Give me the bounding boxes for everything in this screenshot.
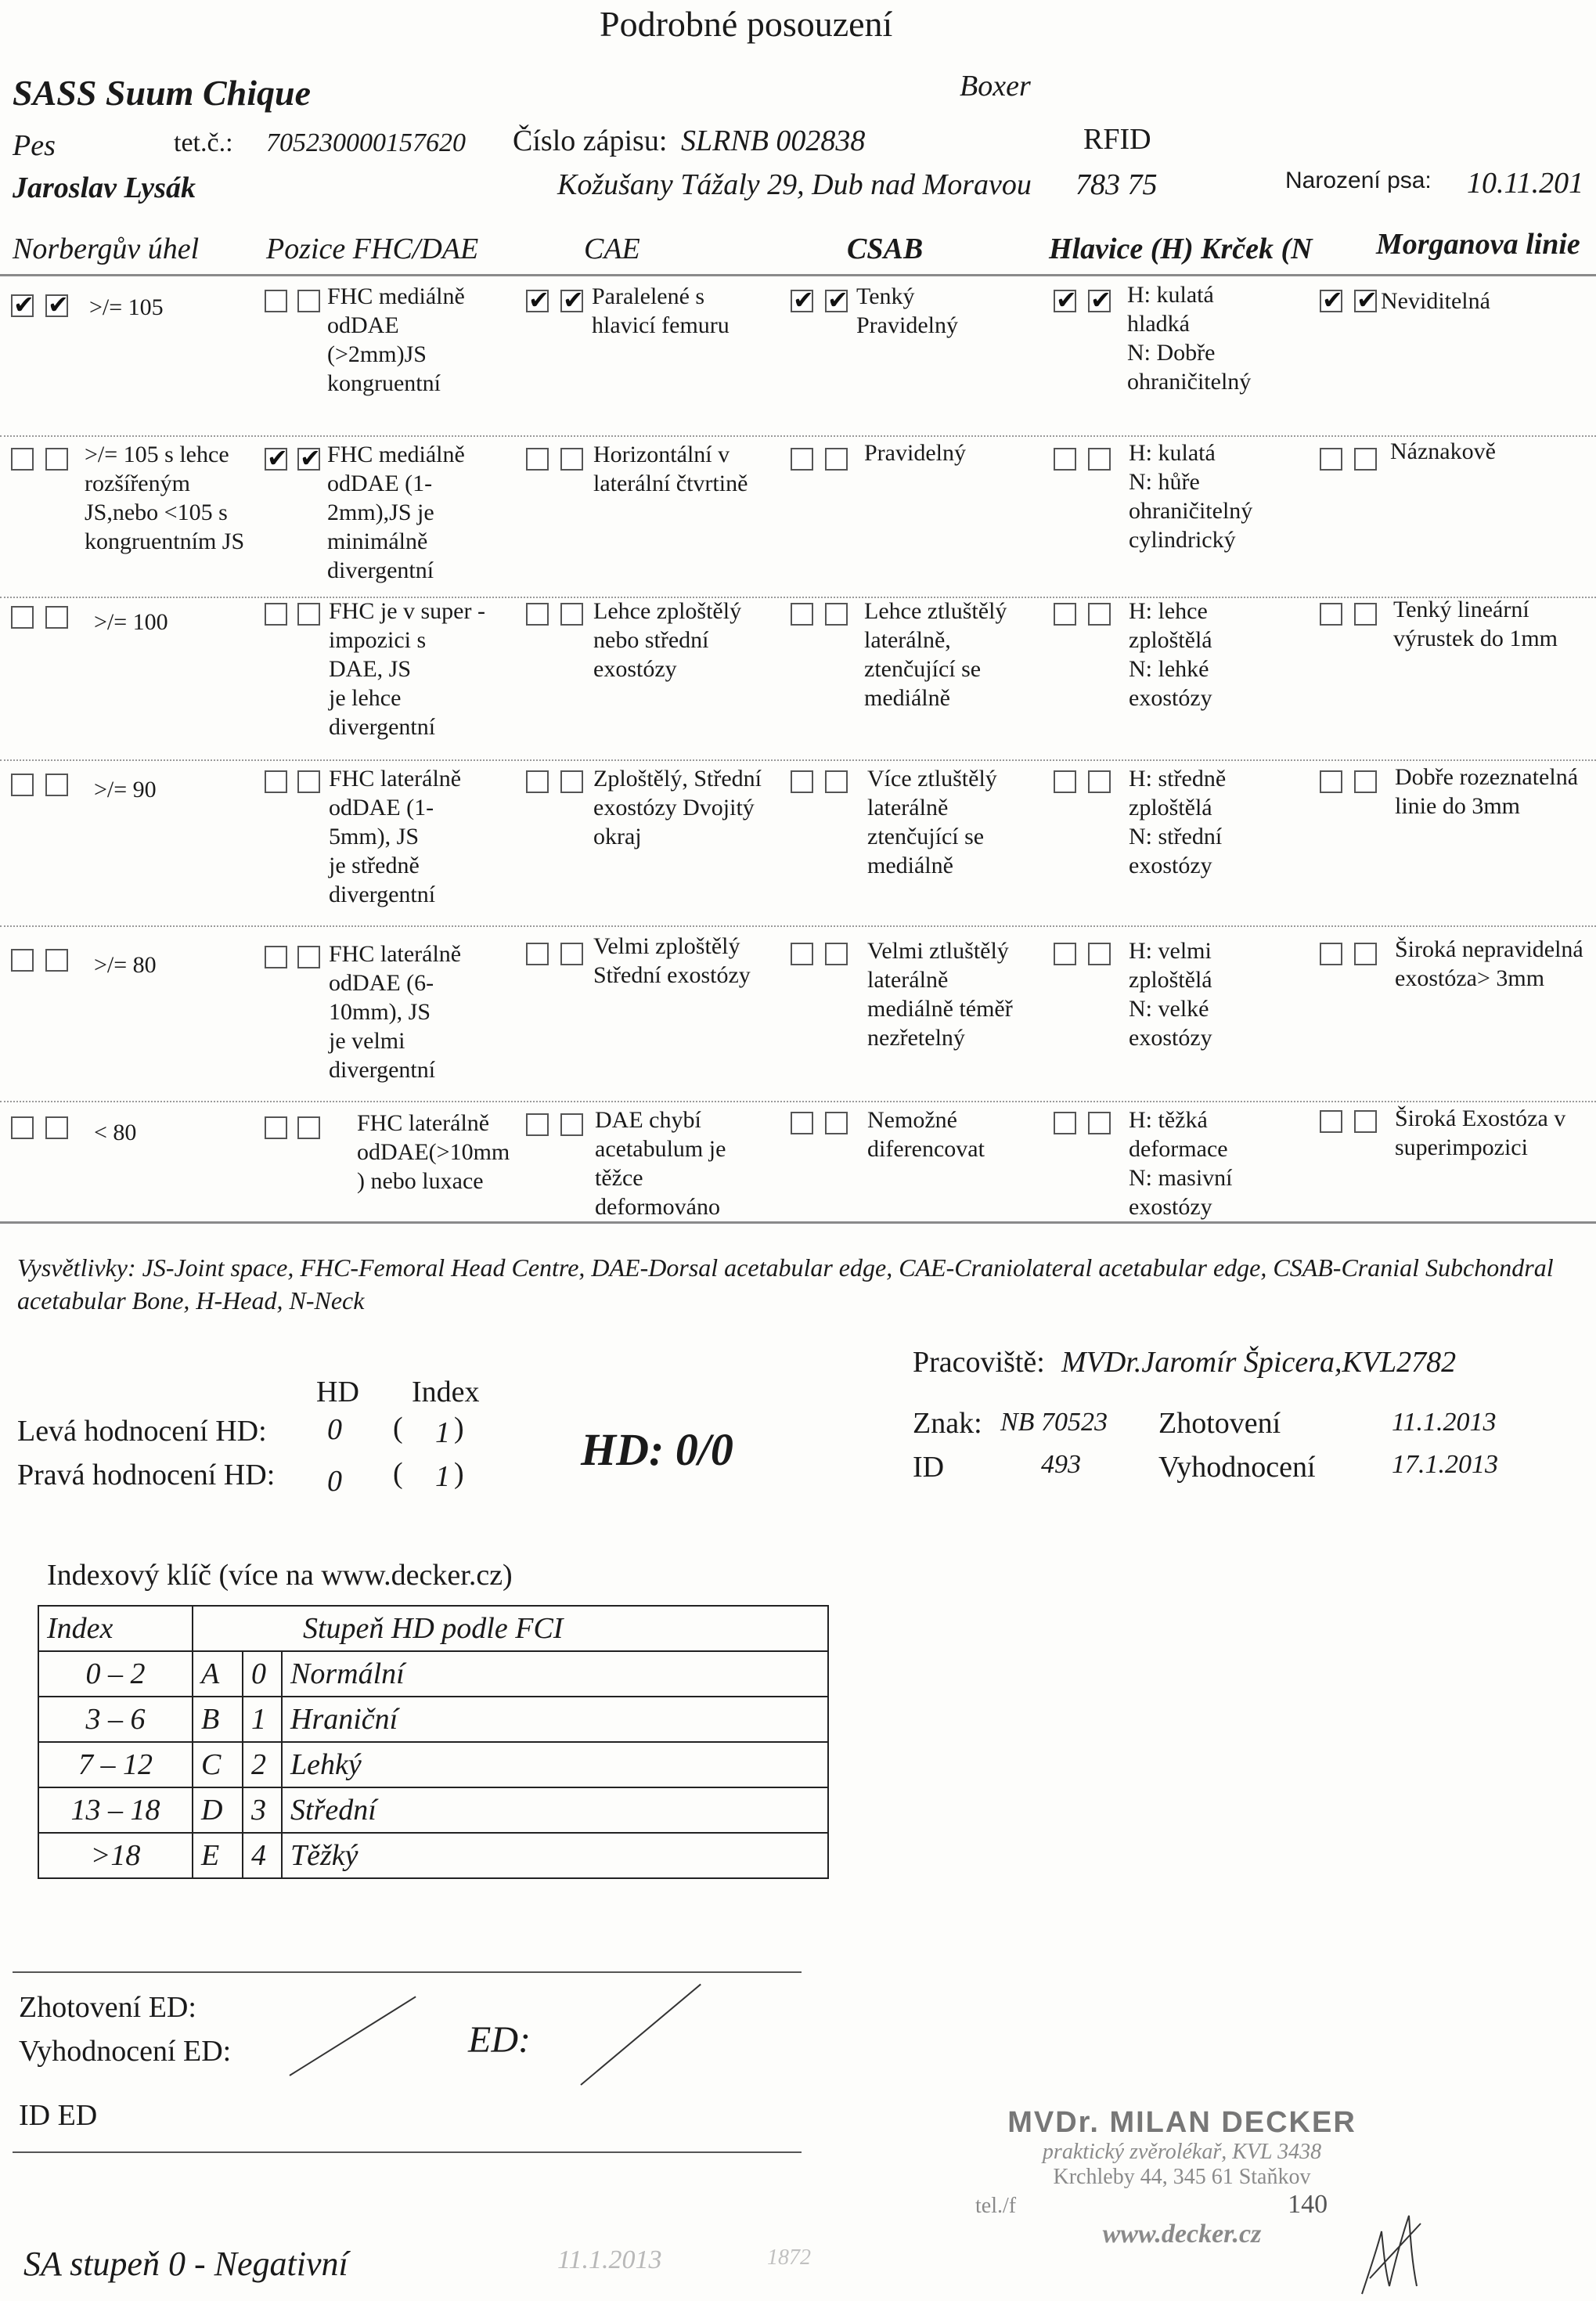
col-header-head-neck: Hlavice (H) Krček (N (1049, 233, 1313, 265)
tattoo-label: tet.č.: (174, 128, 233, 157)
table-row (38, 1651, 828, 1697)
checkbox-row2-col1-a[interactable] (11, 448, 34, 471)
checkbox-row5-col5-a[interactable] (1054, 943, 1076, 965)
right-index-open: ( (393, 1457, 403, 1490)
right-hd-value: 0 (327, 1465, 342, 1498)
col-header-norberg: Norbergův úhel (13, 233, 200, 265)
row1-cae: Paralelené s hlavicí femuru (592, 283, 730, 338)
ed-strike-line (580, 1984, 701, 2086)
owner-address: Kožušany Tážaly 29, Dub nad Moravou (557, 168, 1032, 201)
left-hd-label: Levá hodnocení HD: (17, 1415, 267, 1448)
row3-csab: Lehce ztluštělý laterálně, ztenčující se mediálně (864, 598, 1007, 711)
grid-bottom-divider (0, 1221, 1596, 1224)
col-header-csab: CSAB (847, 233, 924, 265)
birth-label: Narození psa: (1285, 168, 1432, 193)
row2-head-neck: H: kulatá N: hůře ohraničitelný cylindrický (1129, 440, 1253, 553)
checkbox-row5-col3-b[interactable] (560, 943, 583, 965)
index-key-range: 7 – 12 (38, 1742, 193, 1787)
ed-eval-label: Vyhodnocení ED: (19, 2035, 232, 2068)
checkbox-row1-col3-b[interactable] (560, 290, 583, 312)
checkbox-row2-col6-a[interactable] (1320, 448, 1342, 471)
table-row (38, 1833, 828, 1878)
row5-morgan: Široká nepravidelná exostóza> 3mm (1395, 936, 1583, 991)
checkbox-row5-col4-a[interactable] (791, 943, 813, 965)
id-label: ID (913, 1451, 945, 1484)
legend-text: Vysvětlivky: JS-Joint space, FHC-Femoral Head Centre, DAE-Dorsal acetabular edge, CAE-Craniolateral acetabular edge, CSAB-Cranial Subchondral acetabular Bone, H-Head, N-Neck (17, 1253, 1554, 1315)
index-key-range: 13 – 18 (38, 1787, 193, 1833)
vet-stamp (963, 2106, 1401, 2249)
index-key-letter: E (193, 1833, 243, 1878)
made-label: Zhotovení (1158, 1407, 1281, 1440)
checkbox-row2-col3-a[interactable] (526, 448, 549, 471)
index-key-letter: D (193, 1787, 243, 1833)
left-index-value: 1 (435, 1416, 450, 1449)
checkbox-row6-col6-a[interactable] (1320, 1110, 1342, 1133)
checkbox-row1-col5-a[interactable] (1054, 290, 1076, 312)
owner-name: Jaroslav Lysák (13, 171, 196, 204)
ed-value-label: ED: (468, 2019, 531, 2061)
col-header-cae: CAE (584, 233, 640, 265)
index-key-letter: A (193, 1651, 243, 1697)
checkbox-row6-col3-b[interactable] (560, 1113, 583, 1136)
index-key-head-index: Index (38, 1606, 193, 1651)
table-row (38, 1787, 828, 1833)
checkbox-row3-col2-a[interactable] (265, 603, 287, 626)
row5-head-neck: H: velmi zploštělá N: velké exostózy (1129, 938, 1212, 1051)
checkbox-row3-col4-b[interactable] (825, 603, 848, 626)
checkbox-row1-col4-b[interactable] (825, 290, 848, 312)
row3-cae: Lehce zploštělý nebo střední exostózy (593, 598, 742, 682)
ed-id-label: ID ED (19, 2099, 98, 2132)
row5-csab: Velmi ztluštělý laterálně mediálně téměř nezřetelný (867, 938, 1013, 1051)
checkbox-row5-col5-b[interactable] (1088, 943, 1111, 965)
row3-fhc: FHC je v super - impozici s DAE, JS je lehce divergentní (329, 598, 485, 740)
breed: Boxer (960, 70, 1031, 103)
right-hd-label: Pravá hodnocení HD: (17, 1459, 276, 1491)
checkbox-row5-col6-b[interactable] (1354, 943, 1377, 965)
row5-norberg: >/= 80 (94, 952, 157, 978)
checkbox-row3-col6-a[interactable] (1320, 603, 1342, 626)
checkbox-row5-col1-b[interactable] (45, 949, 68, 972)
row3-norberg: >/= 100 (94, 609, 168, 635)
species: Pes (13, 129, 56, 162)
index-key-label: Lehký (282, 1742, 828, 1787)
row2-cae: Horizontální v laterální čtvrtině (593, 442, 748, 496)
hd-column-label: HD (316, 1376, 359, 1408)
checkbox-row2-col5-a[interactable] (1054, 448, 1076, 471)
tattoo-value: 705230000157620 (266, 128, 466, 157)
checkbox-row5-col1-a[interactable] (11, 949, 34, 972)
index-key-head-grade: Stupeň HD podle FCI (193, 1606, 828, 1651)
registration-value: SLRNB 002838 (681, 124, 866, 157)
ed-made-label: Zhotovení ED: (19, 1991, 196, 2024)
checkbox-row1-col1-a[interactable] (11, 294, 34, 317)
checkbox-row2-col1-b[interactable] (45, 448, 68, 471)
birth-value: 10.11.201 (1467, 167, 1584, 200)
checkbox-row4-col3-b[interactable] (560, 770, 583, 793)
row4-fhc: FHC laterálně odDAE (1- 5mm), JS je středně divergentní (329, 766, 462, 907)
checkbox-row3-col3-b[interactable] (560, 603, 583, 626)
row4-morgan: Dobře rozeznatelná linie do 3mm (1395, 764, 1579, 819)
checkbox-row6-col6-b[interactable] (1354, 1110, 1377, 1133)
checkbox-row3-col1-b[interactable] (45, 606, 68, 629)
right-index-value: 1 (435, 1460, 450, 1493)
checkbox-row5-col3-a[interactable] (526, 943, 549, 965)
checkbox-row4-col6-a[interactable] (1320, 770, 1342, 793)
checkbox-row3-col4-a[interactable] (791, 603, 813, 626)
checkbox-row4-col6-b[interactable] (1354, 770, 1377, 793)
stamp-phone-suffix: 140 (1288, 2190, 1328, 2219)
checkbox-row1-col6-a[interactable] (1320, 290, 1342, 312)
left-hd-value: 0 (327, 1413, 342, 1446)
checkbox-row4-col3-a[interactable] (526, 770, 549, 793)
index-key-range: >18 (38, 1833, 193, 1878)
checkbox-row5-col2-b[interactable] (297, 946, 320, 968)
index-key-table (38, 1605, 829, 1879)
index-key-label: Normální (282, 1651, 828, 1697)
hd-total: HD: 0/0 (581, 1424, 733, 1475)
index-key-grade: 1 (243, 1697, 282, 1742)
made-value: 11.1.2013 (1392, 1408, 1497, 1437)
stamp-line-title: praktický zvěrolékař, KVL 3438 (1042, 2140, 1322, 2164)
index-key-label: Střední (282, 1787, 828, 1833)
stamp-line-phone (963, 2190, 1401, 2220)
row1-morgan: Neviditelná (1381, 288, 1490, 314)
table-row (38, 1742, 828, 1787)
row3-morgan: Tenký lineární výrustek do 1mm (1393, 597, 1558, 651)
checkbox-row6-col2-b[interactable] (297, 1116, 320, 1139)
checkbox-row3-col5-a[interactable] (1054, 603, 1076, 626)
row4-norberg: >/= 90 (94, 777, 157, 802)
checkbox-row4-col1-a[interactable] (11, 774, 34, 796)
col-header-fhc: Pozice FHC/DAE (266, 233, 479, 265)
registration-label: Číslo zápisu: (513, 124, 668, 157)
row-divider (0, 1101, 1596, 1102)
table-row (38, 1606, 828, 1651)
col-header-morgan: Morganova linie (1376, 228, 1580, 261)
index-key-letter: B (193, 1697, 243, 1742)
workplace-label: Pracoviště: (913, 1346, 1045, 1379)
checkbox-row1-col2-b[interactable] (297, 290, 320, 312)
checkbox-row1-col6-b[interactable] (1354, 290, 1377, 312)
row1-norberg: >/= 105 (89, 294, 164, 320)
checkbox-row6-col5-b[interactable] (1088, 1112, 1111, 1134)
signature-icon (1346, 2184, 1440, 2301)
row6-fhc: FHC laterálně odDAE(>10mm ) nebo luxace (357, 1110, 510, 1194)
checkbox-row6-col4-b[interactable] (825, 1112, 848, 1134)
stamp-line-address: Krchleby 44, 345 61 Staňkov (1053, 2165, 1311, 2189)
checkbox-row5-col6-a[interactable] (1320, 943, 1342, 965)
footer-date: 11.1.2013 (557, 2245, 662, 2274)
row1-csab: Tenký Pravidelný (856, 283, 958, 338)
row6-head-neck: H: těžká deformace N: masivní exostózy (1129, 1107, 1233, 1220)
row6-norberg: < 80 (94, 1120, 137, 1145)
row4-csab: Více ztluštělý laterálně ztenčující se mediálně (867, 766, 997, 878)
mark-label: Znak: (913, 1407, 982, 1440)
stamp-line-web: www.decker.cz (1102, 2220, 1262, 2249)
index-key-label: Těžký (282, 1833, 828, 1878)
index-key-title: Indexový klíč (více na www.decker.cz) (47, 1559, 513, 1592)
checkbox-row1-col3-a[interactable] (526, 290, 549, 312)
checkbox-row4-col2-b[interactable] (297, 770, 320, 793)
checkbox-row2-col2-a[interactable] (265, 448, 287, 471)
checkbox-row6-col1-b[interactable] (45, 1116, 68, 1139)
index-key-label: Hraniční (282, 1697, 828, 1742)
checkbox-row2-col2-b[interactable] (297, 448, 320, 471)
checkbox-row5-col2-a[interactable] (265, 946, 287, 968)
row1-head-neck: H: kulatá hladká N: Dobře ohraničitelný (1127, 282, 1252, 395)
checkbox-row2-col4-a[interactable] (791, 448, 813, 471)
checkbox-row5-col4-b[interactable] (825, 943, 848, 965)
checkbox-row3-col2-b[interactable] (297, 603, 320, 626)
header-divider (0, 274, 1596, 276)
row6-morgan: Široká Exostóza v superimpozici (1395, 1105, 1566, 1160)
checkbox-row1-col2-a[interactable] (265, 290, 287, 312)
rfid-label: RFID (1083, 123, 1151, 156)
row3-head-neck: H: lehce zploštělá N: lehké exostózy (1129, 598, 1212, 711)
index-key-range: 3 – 6 (38, 1697, 193, 1742)
row2-csab: Pravidelný (864, 440, 966, 466)
row2-fhc: FHC mediálně odDAE (1- 2mm),JS je minimálně divergentní (327, 442, 465, 583)
checkbox-row6-col3-a[interactable] (526, 1113, 549, 1136)
row6-cae: DAE chybí acetabulum je těžce deformováno (595, 1107, 726, 1220)
row2-norberg: >/= 105 s lehce rozšířeným JS,nebo <105 s kongruentním JS (85, 442, 245, 554)
checkbox-row2-col4-b[interactable] (825, 448, 848, 471)
checkbox-row6-col2-a[interactable] (265, 1116, 287, 1139)
table-row (38, 1697, 828, 1742)
mark-value: NB 70523 (1000, 1408, 1108, 1437)
checkbox-row2-col3-b[interactable] (560, 448, 583, 471)
id-value: 493 (1041, 1450, 1081, 1479)
checkbox-row4-col5-b[interactable] (1088, 770, 1111, 793)
row5-fhc: FHC laterálně odDAE (6- 10mm), JS je velmi divergentní (329, 941, 462, 1083)
stamp-line-name: MVDr. MILAN DECKER (1007, 2106, 1356, 2139)
checkbox-row1-col4-a[interactable] (791, 290, 813, 312)
row-divider (0, 759, 1596, 761)
checkbox-row3-col1-a[interactable] (11, 606, 34, 629)
checkbox-row1-col5-b[interactable] (1088, 290, 1111, 312)
index-key-grade: 3 (243, 1787, 282, 1833)
checkbox-row2-col6-b[interactable] (1354, 448, 1377, 471)
index-key-grade: 2 (243, 1742, 282, 1787)
checkbox-row4-col2-a[interactable] (265, 770, 287, 793)
row-divider (0, 435, 1596, 437)
row2-morgan: Náznakově (1390, 438, 1496, 464)
checkbox-row2-col5-b[interactable] (1088, 448, 1111, 471)
checkbox-row4-col4-b[interactable] (825, 770, 848, 793)
checkbox-row3-col6-b[interactable] (1354, 603, 1377, 626)
index-key-range: 0 – 2 (38, 1651, 193, 1697)
left-index-close: ) (454, 1412, 464, 1444)
eval-label: Vyhodnocení (1158, 1451, 1316, 1484)
index-column-label: Index (412, 1376, 480, 1408)
verdict: SA stupeň 0 - Negativní (23, 2245, 348, 2283)
row4-head-neck: H: středně zploštělá N: střední exostózy (1129, 766, 1227, 878)
checkbox-row3-col5-b[interactable] (1088, 603, 1111, 626)
row1-fhc: FHC mediálně odDAE (>2mm)JS kongruentní (327, 283, 465, 396)
row4-cae: Zploštělý, Střední exostózy Dvojitý okraj (593, 766, 762, 849)
dog-name: SASS Suum Chique (13, 73, 312, 113)
checkbox-row6-col5-a[interactable] (1054, 1112, 1076, 1134)
index-key-grade: 0 (243, 1651, 282, 1697)
checkbox-row6-col4-a[interactable] (791, 1112, 813, 1134)
stamp-phone-prefix: tel./f (975, 2194, 1017, 2218)
workplace-value: MVDr.Jaromír Špicera,KVL2782 (1061, 1346, 1457, 1379)
row-divider (0, 925, 1596, 927)
eval-value: 17.1.2013 (1392, 1450, 1498, 1479)
checkbox-row1-col1-b[interactable] (45, 294, 68, 317)
row5-cae: Velmi zploštělý Střední exostózy (593, 933, 751, 988)
page-title: Podrobné posouzení (600, 4, 893, 44)
checkbox-row4-col5-a[interactable] (1054, 770, 1076, 793)
left-index-open: ( (393, 1412, 403, 1444)
ed-bottom-rule (13, 2151, 802, 2153)
footer-number: 1872 (767, 2245, 811, 2270)
checkbox-row4-col4-a[interactable] (791, 770, 813, 793)
index-key-letter: C (193, 1742, 243, 1787)
right-index-close: ) (454, 1457, 464, 1490)
owner-zip: 783 75 (1075, 168, 1158, 201)
checkbox-row4-col1-b[interactable] (45, 774, 68, 796)
ed-top-rule (13, 1971, 802, 1973)
checkbox-row6-col1-a[interactable] (11, 1116, 34, 1139)
index-key-grade: 4 (243, 1833, 282, 1878)
ed-strike-line (289, 1996, 416, 2076)
row6-csab: Nemožné diferencovat (867, 1107, 985, 1162)
row-divider (0, 597, 1596, 598)
checkbox-row3-col3-a[interactable] (526, 603, 549, 626)
